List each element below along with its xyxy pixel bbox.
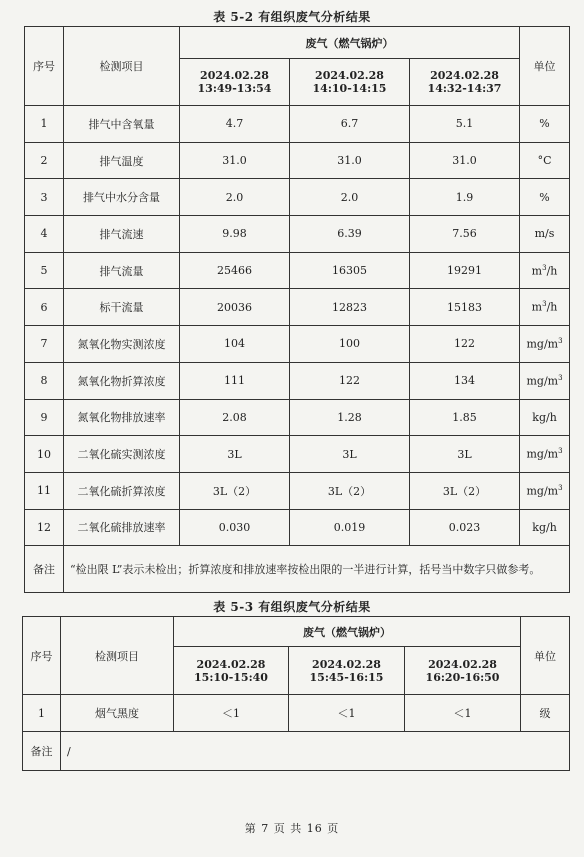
row-value: 1.9 (410, 179, 520, 216)
row-unit: $m^3/h$ (520, 252, 570, 289)
table1-time-header: 2024.02.28 14:32-14:37 (410, 59, 520, 106)
row-value: 2.0 (290, 179, 410, 216)
row-value: 100 (290, 326, 410, 363)
row-value: 31.0 (180, 142, 290, 179)
row-value: 0.030 (180, 509, 290, 546)
row-value: 31.0 (290, 142, 410, 179)
table-row (25, 472, 570, 509)
row-unit: % (520, 179, 570, 216)
row-item: 排气中含氧量 (64, 106, 180, 143)
row-unit: $mg/m^3$ (520, 326, 570, 363)
table-row (25, 509, 570, 546)
row-unit: 级 (521, 695, 570, 732)
row-value: 134 (410, 362, 520, 399)
row-value: 31.0 (410, 142, 520, 179)
table2-caption: 表 5-3 有组织废气分析结果 (213, 600, 371, 614)
row-value: 2.08 (180, 399, 290, 436)
row-seq: 1 (23, 695, 61, 732)
row-value: 4.7 (180, 106, 290, 143)
table2-seq-header: 序号 (23, 617, 61, 695)
row-seq: 5 (25, 252, 64, 289)
table2-group-header: 废气（燃气锅炉） (174, 617, 521, 647)
row-value: 1.85 (410, 399, 520, 436)
row-value: 3L (410, 436, 520, 473)
table2-time-header: 2024.02.28 15:45-16:15 (289, 647, 405, 695)
table1 (24, 26, 570, 593)
row-item: 氮氧化物排放速率 (64, 399, 180, 436)
row-item: 排气中水分含量 (64, 179, 180, 216)
table-row (25, 106, 570, 143)
table-row (25, 142, 570, 179)
row-item: 排气温度 (64, 142, 180, 179)
table-row (23, 695, 570, 732)
table1-group-header: 废气（燃气锅炉） (180, 27, 520, 59)
row-unit: % (520, 106, 570, 143)
row-value: 111 (180, 362, 290, 399)
row-unit: $mg/m^3$ (520, 436, 570, 473)
table-row (25, 179, 570, 216)
row-value: 25466 (180, 252, 290, 289)
row-value: 2.0 (180, 179, 290, 216)
table-row (25, 362, 570, 399)
row-item: 标干流量 (64, 289, 180, 326)
row-unit: $m^3/h$ (520, 289, 570, 326)
row-seq: 9 (25, 399, 64, 436)
row-unit: kg/h (520, 399, 570, 436)
table-row (25, 436, 570, 473)
row-item: 排气流速 (64, 216, 180, 253)
row-value: 7.56 (410, 216, 520, 253)
table2-item-header: 检测项目 (61, 617, 174, 695)
table-row (25, 399, 570, 436)
table-row (25, 289, 570, 326)
table2-unit-header: 单位 (521, 617, 570, 695)
row-unit: m/s (520, 216, 570, 253)
row-seq: 11 (25, 472, 64, 509)
row-value: 5.1 (410, 106, 520, 143)
row-value: 1.28 (290, 399, 410, 436)
row-item: 排气流量 (64, 252, 180, 289)
row-value: ＜1 (405, 695, 521, 732)
row-seq: 1 (25, 106, 64, 143)
table1-note-label: 备注 (25, 546, 64, 593)
row-unit: $mg/m^3$ (520, 362, 570, 399)
row-value: ＜1 (174, 695, 289, 732)
row-seq: 7 (25, 326, 64, 363)
table1-seq-header: 序号 (25, 27, 64, 106)
row-item: 烟气黑度 (61, 695, 174, 732)
table2-time-header: 2024.02.28 15:10-15:40 (174, 647, 289, 695)
row-item: 二氧化硫实测浓度 (64, 436, 180, 473)
row-seq: 4 (25, 216, 64, 253)
row-seq: 8 (25, 362, 64, 399)
row-item: 氮氧化物实测浓度 (64, 326, 180, 363)
row-value: 19291 (410, 252, 520, 289)
table1-time-header: 2024.02.28 14:10-14:15 (290, 59, 410, 106)
row-value: 15183 (410, 289, 520, 326)
table1-item-header: 检测项目 (64, 27, 180, 106)
row-value: 122 (290, 362, 410, 399)
row-value: 6.39 (290, 216, 410, 253)
row-value: 3L (180, 436, 290, 473)
page-footer: 第 7 页 共 16 页 (244, 822, 340, 835)
table1-note-text: “检出限 L”表示未检出；折算浓度和排放速率按检出限的一半进行计算，括号当中数字只做参考。 (64, 546, 570, 593)
row-item: 二氧化硫排放速率 (64, 509, 180, 546)
row-seq: 12 (25, 509, 64, 546)
row-seq: 6 (25, 289, 64, 326)
row-value: 3L (290, 436, 410, 473)
row-seq: 10 (25, 436, 64, 473)
table1-unit-header: 单位 (520, 27, 570, 106)
row-value: 12823 (290, 289, 410, 326)
row-item: 氮氧化物折算浓度 (64, 362, 180, 399)
table-row (25, 216, 570, 253)
table-row (25, 326, 570, 363)
row-value: 104 (180, 326, 290, 363)
row-seq: 3 (25, 179, 64, 216)
table-row (25, 252, 570, 289)
table2-note-text: / (61, 732, 570, 771)
row-seq: 2 (25, 142, 64, 179)
row-unit: °C (520, 142, 570, 179)
row-value: 3L（2） (290, 472, 410, 509)
row-value: 3L（2） (410, 472, 520, 509)
row-value: 20036 (180, 289, 290, 326)
row-value: 122 (410, 326, 520, 363)
table2-note-label: 备注 (23, 732, 61, 771)
table1-caption: 表 5-2 有组织废气分析结果 (213, 10, 371, 24)
row-value: 9.98 (180, 216, 290, 253)
row-value: 0.019 (290, 509, 410, 546)
row-value: 3L（2） (180, 472, 290, 509)
row-value: ＜1 (289, 695, 405, 732)
table2 (22, 616, 570, 771)
table1-time-header: 2024.02.28 13:49-13:54 (180, 59, 290, 106)
row-value: 16305 (290, 252, 410, 289)
table2-time-header: 2024.02.28 16:20-16:50 (405, 647, 521, 695)
row-unit: kg/h (520, 509, 570, 546)
row-item: 二氧化硫折算浓度 (64, 472, 180, 509)
row-value: 0.023 (410, 509, 520, 546)
row-unit: $mg/m^3$ (520, 472, 570, 509)
row-value: 6.7 (290, 106, 410, 143)
